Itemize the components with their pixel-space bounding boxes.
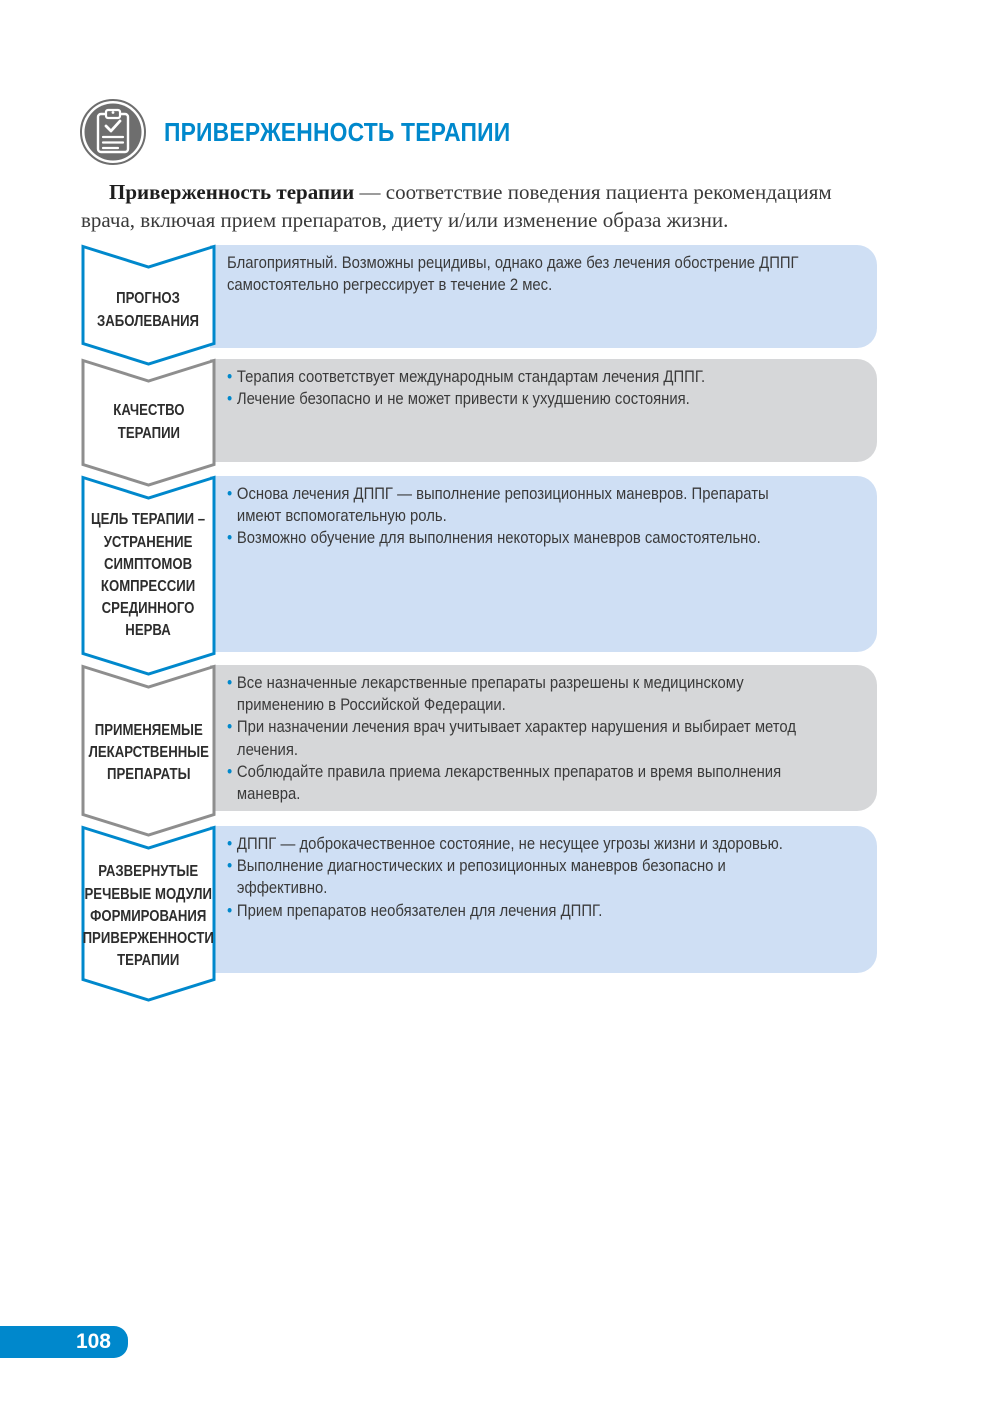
clipboard-check-icon bbox=[80, 99, 146, 165]
page-number-tab bbox=[0, 1326, 128, 1358]
row-text bbox=[227, 672, 812, 805]
bullet-list bbox=[227, 672, 812, 805]
intro-definition: — соответствие поведения пациента рекомендациям врача, включая прием препаратов, диету и/или изменение образа жизни. bbox=[81, 180, 832, 232]
list-item: • Прием препаратов необязателен для лечения ДППГ. bbox=[227, 900, 812, 922]
list-item: • При назначении лечения врач учитывает характер нарушения и выбирает метод лечения. bbox=[227, 716, 812, 760]
row-text bbox=[227, 366, 812, 410]
list-item: • Выполнение диагностических и репозиционных маневров безопасно и эффективно. bbox=[227, 855, 812, 899]
list-item: • Терапия соответствует международным стандартам лечения ДППГ. bbox=[227, 366, 812, 388]
row-text bbox=[227, 252, 812, 296]
bullet-list bbox=[227, 833, 812, 922]
row-text bbox=[227, 483, 812, 550]
row-label: РАЗВЕРНУТЫЕ РЕЧЕВЫЕ МОДУЛИ ФОРМИРОВАНИЯ ПРИВЕРЖЕННОСТИ ТЕРАПИИ bbox=[82, 863, 215, 970]
intro-term: Приверженность терапии bbox=[109, 180, 355, 204]
row-label: ПРИМЕНЯЕМЫЕ ЛЕКАРСТВЕННЫЕ ПРЕПАРАТЫ bbox=[88, 721, 209, 784]
row-text bbox=[227, 833, 812, 922]
list-item: • Основа лечения ДППГ — выполнение репозиционных маневров. Препараты имеют вспомогательную роль. bbox=[227, 483, 812, 527]
row-paragraph: Благоприятный. Возможны рецидивы, однако даже без лечения обострение ДППГ самостоятельно регрессирует в течение 2 мес. bbox=[227, 254, 799, 295]
intro-paragraph bbox=[81, 178, 881, 234]
list-item: • Все назначенные лекарственные препараты разрешены к медицинскому применению в Российской Федерации. bbox=[227, 672, 812, 716]
row-label: ПРОГНОЗ ЗАБОЛЕВАНИЯ bbox=[97, 290, 200, 330]
list-item: • Лечение безопасно и не может привести к ухудшению состояния. bbox=[227, 388, 812, 410]
list-item: • Возможно обучение для выполнения некоторых маневров самостоятельно. bbox=[227, 527, 812, 549]
list-item: • Соблюдайте правила приема лекарственных препаратов и время выполнения маневра. bbox=[227, 761, 812, 805]
row-label: КАЧЕСТВО ТЕРАПИИ bbox=[112, 402, 185, 442]
page-title: ПРИВЕРЖЕННОСТЬ ТЕРАПИИ bbox=[164, 116, 511, 147]
list-item: • ДППГ — доброкачественное состояние, не несущее угрозы жизни и здоровью. bbox=[227, 833, 812, 855]
bullet-list bbox=[227, 483, 812, 550]
bullet-list bbox=[227, 366, 812, 410]
row-label: ЦЕЛЬ ТЕРАПИИ – УСТРАНЕНИЕ СИМПТОМОВ КОМПРЕССИИ СРЕДИННОГО НЕРВА bbox=[91, 511, 206, 640]
section-header bbox=[80, 97, 558, 167]
page-number: 108 bbox=[75, 1330, 111, 1353]
